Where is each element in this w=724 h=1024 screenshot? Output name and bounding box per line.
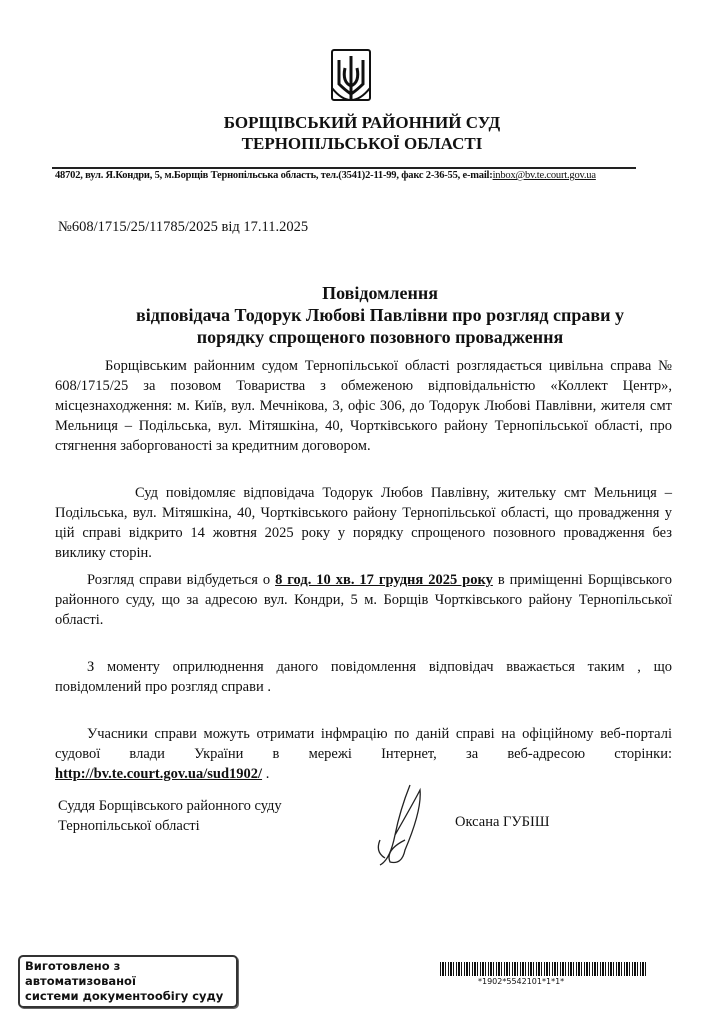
- hearing-time: 8 год. 10 хв. 17 грудня 2025 року: [275, 572, 493, 588]
- title-line2: відповідача Тодорук Любові Павлівни про розгляд справи у: [136, 305, 624, 325]
- court-name-line2: ТЕРНОПІЛЬСЬКОЇ ОБЛАСТІ: [241, 134, 483, 153]
- paragraph-notified: З моменту оприлюднення даного повідомлення відповідач вважається таким , що повідомлений про розгляд справи .: [55, 659, 672, 695]
- barcode-number: *1902*5542101*1*1*: [478, 977, 565, 986]
- paragraph-notice: Суд повідомляє відповідача Тодорук Любов Павлівну, жительку смт Мельниця – Подільська, вул. Мітяшкіна, 40, Чортківського району Тернопільської області, що провадження у цій справі відкрито 14 жовтня 2025 року у порядку спрощеного позовного провадження без виклику сторін.: [55, 485, 672, 561]
- barcode: [440, 962, 648, 976]
- court-address: [55, 170, 596, 181]
- hearing-text: Розгляд справи відбудеться о: [87, 572, 276, 588]
- court-website-link[interactable]: http://bv.te.court.gov.ua/sud1902/: [55, 766, 263, 782]
- title-line1: Повідомлення: [322, 283, 438, 303]
- judge-title-line1: Суддя Борщівського районного суду: [58, 798, 282, 814]
- reference-number: №608/1715/25/11785/2025 від 17.11.2025: [58, 219, 309, 235]
- judge-title-line2: Тернопільської області: [58, 818, 200, 834]
- court-name-line1: БОРЩІВСЬКИЙ РАЙОННИЙ СУД: [223, 113, 501, 132]
- handwritten-signature: [360, 780, 460, 880]
- paragraph-hearing: [55, 570, 672, 630]
- stamp-line2: системи документообігу суду: [25, 989, 224, 1003]
- address-text: 48702, вул. Я.Кондри, 5, м.Борщів Тернопільська область, тел.(3541)2-11-99, факс 2-36-55, e-mail:: [55, 170, 493, 181]
- header-divider: [52, 167, 636, 169]
- title-line3: порядку спрощеного позовного провадження: [196, 327, 564, 347]
- paragraph-info: [55, 724, 672, 784]
- judge-title: [58, 796, 282, 836]
- stamp-line1: Виготовлено з автоматизованої: [25, 959, 136, 988]
- automated-system-stamp: [18, 955, 238, 1008]
- judge-name: Оксана ГУБІШ: [455, 814, 550, 830]
- info-end: .: [262, 766, 270, 782]
- paragraph-case: Борщівським районним судом Тернопільської області розглядається цивільна справа № 608/1715/25 за позовом Товариства з обмеженою відповідальністю «Коллект Центр», місцезнаходження: м. Київ, вул. Мечнікова, 3, офіс 306, до Тодорук Любові Павлівни, жителя смт Мельниця – Подільська, вул. Мітяшкіна, 40, Чортківського району Тернопільської області, про стягнення заборгованості за кредитним договором.: [55, 358, 672, 454]
- trident-emblem-icon: [330, 48, 372, 110]
- notice-title: [60, 282, 700, 348]
- email-link[interactable]: inbox@bv.te.court.gov.ua: [492, 170, 596, 181]
- info-text: Учасники справи можуть отримати інфмрацію по даній справі на офіційному веб-порталі судової влади України в мережі Інтернет, за веб-адресою сторінки:: [55, 726, 672, 762]
- hearing-place: в приміщенні Борщівського районного суду, що за адресою вул. Кондри, 5 м. Борщів Чортківського району Тернопільської області.: [55, 572, 672, 628]
